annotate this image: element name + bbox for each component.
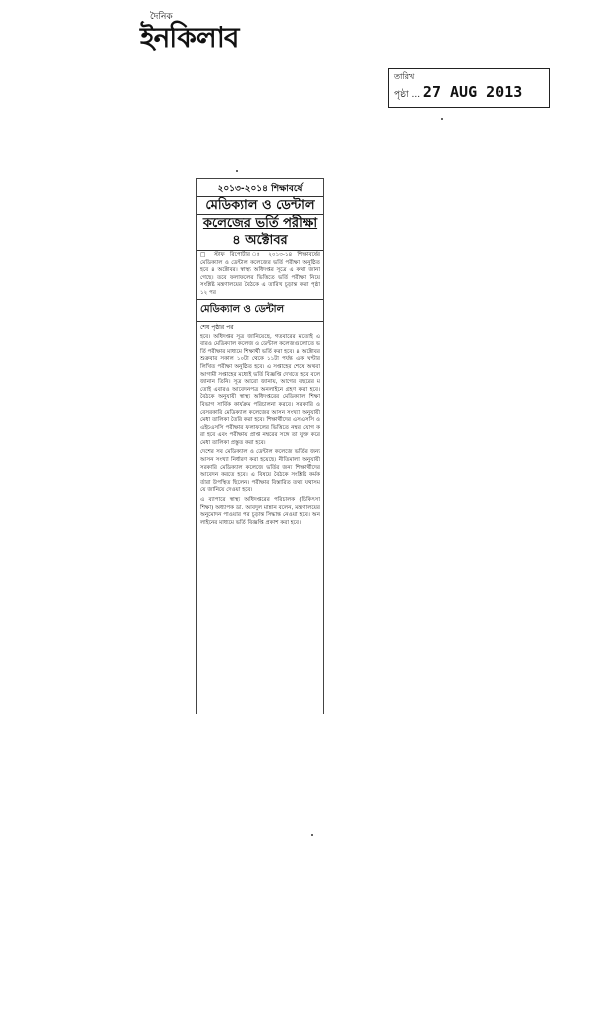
stamp-page-label: পৃষ্ঠা: [394, 90, 409, 100]
article-headline-2: কলেজের ভর্তি পরীক্ষা: [202, 216, 318, 231]
article-body-3: এ ব্যাপারে স্বাস্থ্য অধিদপ্তরের পরিচালক (চিকিৎসা শিক্ষা) অধ্যাপক ডা. আবদুল মান্নান বলেন, মন্ত্রণালয়ের অনুমোদন পাওয়ার পর চূড়ান্ত সিদ্ধান্ত নেওয়া হবে। অনলাইনের মাধ্যমে ভর্তি বিজ্ঞপ্তি প্রকাশ করা হবে।: [200, 497, 320, 526]
article-intro: ২০১৩-১৪ শিক্ষাবর্ষের মেডিক্যাল ও ডেন্টাল কলেজের ভর্তি পরীক্ষা অনুষ্ঠিত হবে ৪ অক্টোবর। স্বাস্থ্য অধিদপ্তর সূত্রে এ কথা জানা গেছে। তবে ফলাফলের ভিত্তিতে ভর্তি পরীক্ষা নিয়ে সংশ্লিষ্ট মন্ত্রণালয়ের বৈঠকে এ তারিখ চূড়ান্ত করা: [200, 252, 320, 289]
article-body-1: হবে। অধিদপ্তর সূত্র জানিয়েছে, গতবারের মতোই এবারও মেডিক্যাল কলেজ ও ডেন্টাল কলেজগুলোতে ভর্তি পরীক্ষার মাধ্যমে শিক্ষার্থী ভর্তি করা হবে। ৪ অক্টোবর শুক্রবার সকাল ১০টা থেকে ১১টা পর্যন্ত এক ঘণ্টার লিখিত পরীক্ষা অনুষ্ঠিত হবে। এ সপ্তাহের শেষে অথবা আগামী সপ্তাহের মধ্যেই ভর্তি বিজ্ঞপ্তি দেখতে হবে বলে জানান তিনি। সূত্র আরো জানায়, আগের বছরের মতোই এবারও আবেদনপত্র অনলাইনে গ্রহণ করা হবে। বৈঠকে অনুযায়ী স্বাস্থ্য অধিদপ্তরের মেডিক্যাল শিক্ষা বিভাগ সার্বিক কার্যক্রম পরিচালনা করবে। সরকারি ও বেসরকারি মেডিক্যাল কলেজের আসন সংখ্যা অনুযায়ী মেধা তালিকা তৈরি করা হবে। শিক্ষার্থীদের এসএসসি ও এইচএসসি পরীক্ষার ফলাফলের ভিত্তিতে নম্বর যোগ করা হবে এবং পরীক্ষায় প্রাপ্ত নম্বরের সঙ্গে তা যুক্ত করে মেধা তালিকা প্রস্তুত করা হবে।: [200, 333, 320, 446]
article-continued-from: শেষ পৃষ্ঠার পর: [200, 323, 234, 331]
article-byline-intro: [197, 251, 323, 299]
date-stamp: [388, 68, 550, 108]
newspaper-logo: ইনকিলাব: [140, 21, 239, 54]
speck: [441, 118, 443, 120]
speck: [236, 170, 238, 172]
newspaper-clipping: [196, 178, 324, 714]
masthead-prefix: দৈনিক: [150, 12, 173, 22]
speck: [311, 834, 313, 836]
stamp-page-row: পৃষ্ঠা ... 27 AUG 2013: [394, 83, 523, 101]
article-subhead: মেডিক্যাল ও ডেন্টাল: [197, 299, 323, 322]
stamp-date-value: 27 AUG 2013: [422, 83, 523, 101]
article-headline-1: মেডিক্যাল ও ডেন্টাল: [197, 197, 323, 215]
article-byline: □ স্টাফ রিপোর্টার ঃ: [200, 252, 264, 258]
stamp-date-label: তারিখ: [394, 72, 415, 81]
newspaper-masthead: [140, 12, 300, 54]
article-continued-ref: পৃষ্ঠা ১২ পর: [200, 282, 320, 296]
article-headline-3: ৪ অক্টোবর: [197, 232, 323, 251]
article-year-line: ২০১৩-২০১৪ শিক্ষাবর্ষে: [197, 181, 323, 197]
article-body-2: দেশের সব মেডিক্যাল ও ডেন্টাল কলেজে ভর্তির জন্য আসন সংখ্যা নির্ধারণ করা হয়েছে। নীতিমালা অনুযায়ী সরকারি মেডিক্যাল কলেজে ভর্তির জন্য শিক্ষার্থীদের আবেদন করতে হবে। এ বিষয়ে বৈঠকে সংশ্লিষ্ট কর্মকর্তারা উপস্থিত ছিলেন। পরীক্ষার বিস্তারিত তথ্য যথাসময়ে জানিয়ে দেওয়া হবে।: [200, 449, 320, 494]
